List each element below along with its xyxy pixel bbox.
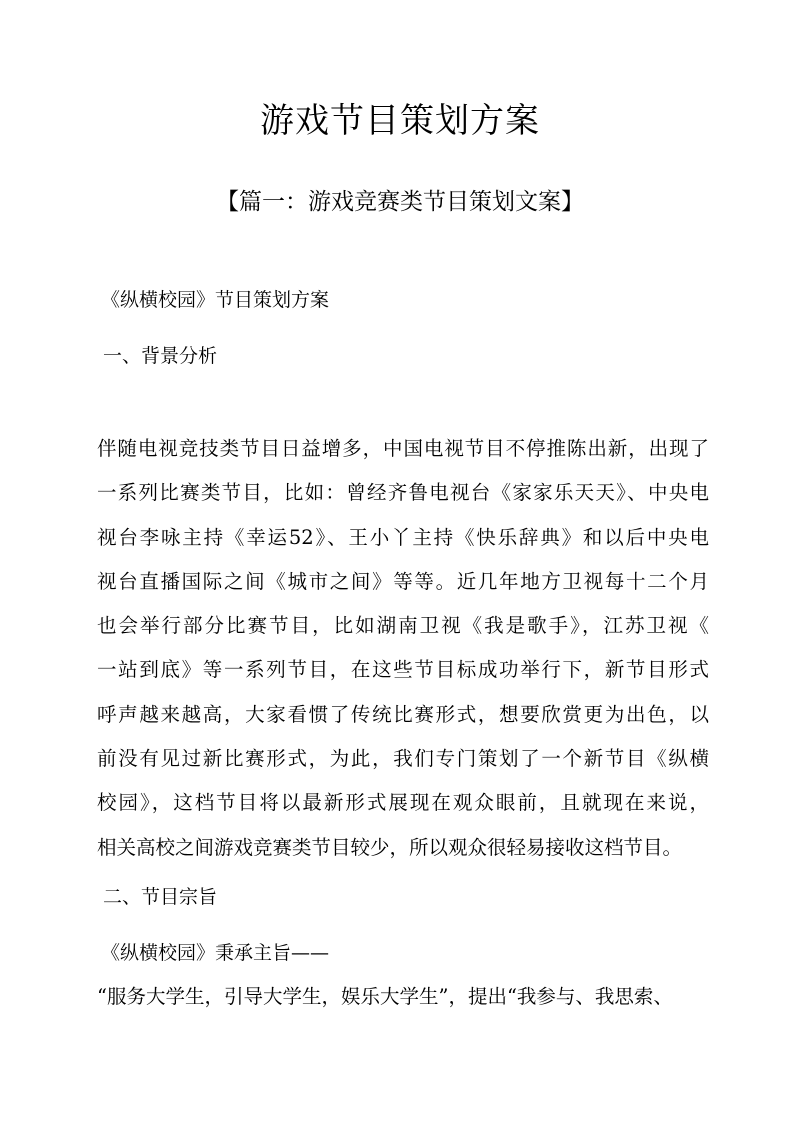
paragraph-line: 也会举行部分比赛节目，比如湖南卫视《我是歌手》，江苏卫视《 — [97, 614, 709, 638]
paragraph-line: 前没有见过新比赛形式，为此，我们专门策划了一个新节目《纵横 — [97, 747, 709, 771]
paragraph-line: 校园》，这档节目将以最新形式展现在观众眼前，且就现在来说， — [97, 791, 709, 815]
paragraph-line: 伴随电视竞技类节目日益增多，中国电视节目不停推陈出新，出现了 — [97, 437, 709, 460]
document-subtitle: 【篇一：游戏竞赛类节目策划文案】 — [216, 189, 584, 215]
paragraph-line: 一站到底》等一系列节目，在这些节目标成功举行下，新节目形式 — [97, 658, 709, 682]
section-heading-background: 一、背景分析 — [103, 345, 218, 367]
mission-quote: “服务大学生，引导大学生，娱乐大学生”，提出“我参与、我思索、 — [97, 985, 673, 1008]
paragraph-line: 一系列比赛类节目，比如：曾经齐鲁电视台《家家乐天天》、中央电 — [97, 481, 709, 505]
background-paragraph — [97, 427, 709, 870]
section-heading-mission: 二、节目宗旨 — [103, 886, 218, 908]
paragraph-line: 相关高校之间游戏竞赛类节目较少，所以观众很轻易接收这档节目。 — [97, 835, 683, 859]
paragraph-line: 视台直播国际之间《城市之间》等等。近几年地方卫视每十二个月 — [97, 569, 709, 593]
program-heading: 《纵横校园》节目策划方案 — [101, 289, 330, 311]
paragraph-line: 呼声越来越高，大家看惯了传统比赛形式，想要欣赏更为出色，以 — [97, 702, 709, 726]
document-title: 游戏节目策划方案 — [260, 101, 540, 141]
paragraph-line: 视台李咏主持《幸运52》、王小丫主持《快乐辞典》和以后中央电 — [97, 525, 709, 549]
mission-statement: 《纵横校园》秉承主旨—— — [101, 942, 330, 964]
